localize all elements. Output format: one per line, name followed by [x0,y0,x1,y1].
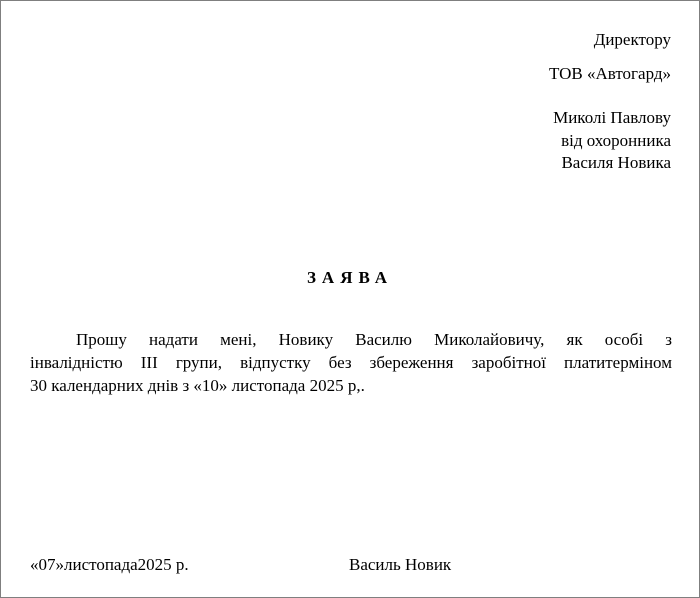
addressee-company: ТОВ «Автогард» [548,64,671,83]
sender-name: Василя Новика [561,153,671,172]
addressee-position: Директору [593,30,671,49]
body-word: Новику [278,330,334,349]
signature-name: Василь Новик [349,555,452,574]
body-line-2 [30,351,672,374]
body-line-1 [30,328,672,351]
body-word: платитерміном [564,353,672,372]
body-word: з [665,330,672,349]
document-date: «07»листопада2025 р. [30,555,189,574]
sender-position: від охоронника [561,131,671,150]
body-word: збереження [369,353,454,372]
body-word: мені, [220,330,257,349]
body-line-3: 30 календарних днів з «10» листопада 2025 р,. [30,376,365,395]
body-word: інвалідністю [30,353,123,372]
body-word: заробітної [471,353,546,372]
body-word: відпустку [240,353,311,372]
body-word: особі [604,330,644,349]
body-word: як [566,330,583,349]
body-word: без [328,353,352,372]
document-title: ЗАЯВА [306,268,394,287]
body-word: III [140,353,158,372]
addressee-name: Миколі Павлову [553,108,671,127]
body-word: Василю [355,330,412,349]
document-body [30,328,672,397]
body-word: надати [149,330,198,349]
body-word: Прошу [76,330,127,349]
body-word: групи, [175,353,223,372]
body-word: Миколайовичу, [434,330,545,349]
